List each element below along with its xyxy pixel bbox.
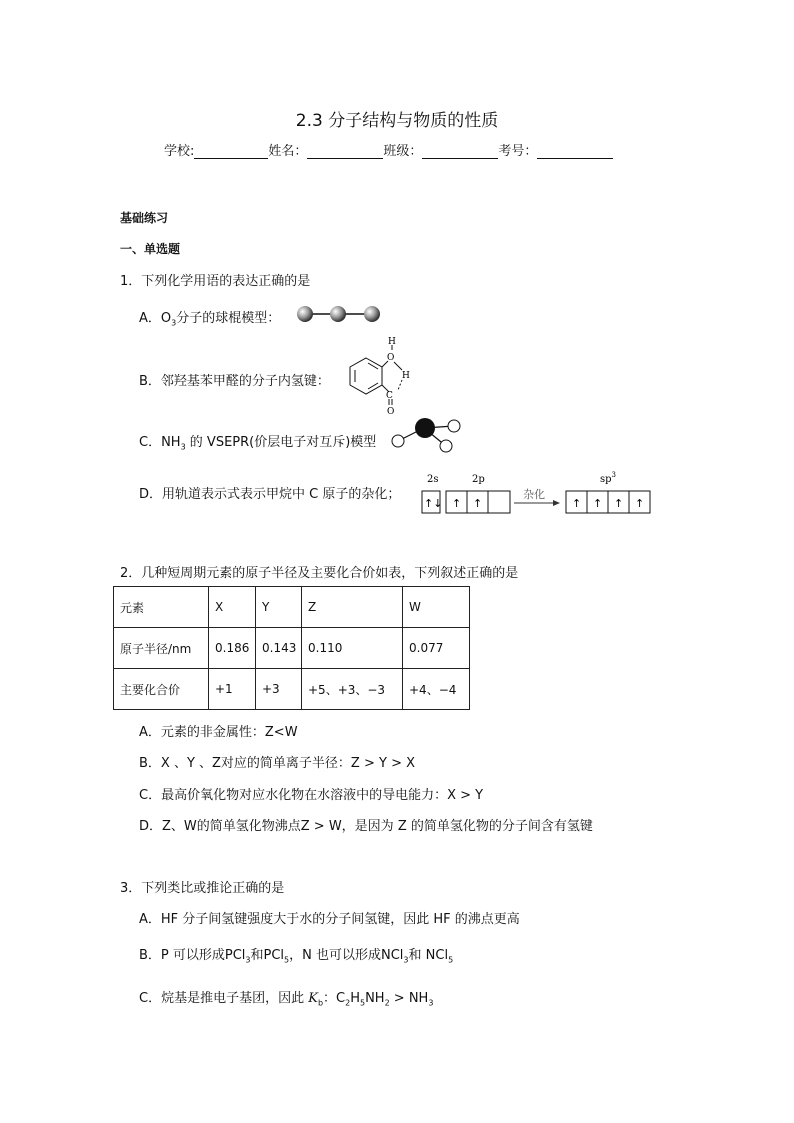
class-blank[interactable] <box>422 144 498 159</box>
school-blank[interactable] <box>194 144 268 159</box>
q1-option-d: D．用轨道表示式表示甲烷中 C 原子的杂化； <box>139 487 401 502</box>
salicylaldehyde-hbond-structure <box>344 336 424 416</box>
q3-option-a: A．HF 分子间氢键强度大于水的分子间氢键，因此 HF 的沸点更高 <box>139 912 520 927</box>
q3-c-text-3: H <box>350 991 360 1006</box>
label-2p: 2p <box>472 474 485 485</box>
section-basic: 基础练习 <box>120 211 169 225</box>
hydrogen-bond-dashed <box>398 380 402 390</box>
q3-c-sub-1: 2 <box>345 998 351 1008</box>
table-cell: 主要化合价 <box>114 669 209 710</box>
q3-b-sub-1: 3 <box>245 955 251 965</box>
q1-c-pre: C．NH <box>139 435 181 450</box>
table-cell: 原子半径/nm <box>114 628 209 669</box>
q3-c-text-1: C．烷基是推电子基团，因此 <box>139 991 309 1006</box>
q3-c-sub-3: 2 <box>384 998 390 1008</box>
orbital-2p-up-2: ↑ <box>473 497 483 510</box>
table-cell: 0.186 <box>209 628 256 669</box>
q1-a-pre: A．O <box>139 311 172 326</box>
table-cell: 0.077 <box>403 628 470 669</box>
table-cell: +5、+3、−3 <box>302 669 403 710</box>
class-label: 班级： <box>383 144 423 159</box>
hybridize-arrow-label: 杂化 <box>523 488 545 501</box>
q3-b-text-2: 和PCl <box>250 948 285 963</box>
orbital-2s-pair: ↑↓ <box>424 497 443 510</box>
o3-atom-1 <box>297 306 313 322</box>
q3-c-k-sub: b <box>317 998 324 1008</box>
q3-c-text-5: > NH <box>389 991 429 1006</box>
table-cell: X <box>209 587 256 628</box>
orbital-sp3-up-3: ↑ <box>614 497 624 510</box>
q1-a-sub: 3 <box>171 318 177 328</box>
section-single-choice: 一、单选题 <box>120 242 181 256</box>
label-2s: 2s <box>427 474 439 485</box>
q2-stem: 2．几种短周期元素的原子半径及主要化合价如表，下列叙述正确的是 <box>120 566 519 581</box>
q2-option-d: D．Z、W的简单氢化物沸点Z > W，是因为 Z 的简单氢化物的分子间含有氢键 <box>139 819 593 834</box>
q3-option-b <box>139 944 453 965</box>
o3-ball-stick-model <box>296 305 386 325</box>
orbital-sp3-up-4: ↑ <box>635 497 645 510</box>
atom-c: C <box>386 391 393 401</box>
school-label: 学校: <box>164 144 195 159</box>
nh3-vsepr-model <box>388 414 468 454</box>
table-cell: W <box>403 587 470 628</box>
q3-b-text-4: 和 NCl <box>408 948 449 963</box>
name-label: 姓名： <box>268 144 308 159</box>
table-cell: 元素 <box>114 587 209 628</box>
page-title: 2.3 分子结构与物质的性质 <box>295 111 499 131</box>
q3-b-sub-4: 5 <box>448 955 454 965</box>
table-row <box>114 669 470 710</box>
q2-option-c: C．最高价氧化物对应水化物在水溶液中的导电能力：X > Y <box>139 788 484 803</box>
element-data-table <box>113 586 470 710</box>
q3-option-c <box>139 987 433 1008</box>
exam-no-blank[interactable] <box>537 144 613 159</box>
nh3-h-atom-3 <box>392 435 404 447</box>
q3-b-text-1: B．P 可以形成PCl <box>139 948 246 963</box>
table-row <box>114 587 470 628</box>
q3-c-k: K <box>308 991 318 1006</box>
table-cell: 0.143 <box>256 628 302 669</box>
q1-a-post: 分子的球棍模型： <box>176 311 281 326</box>
q1-option-b: B．邻羟基苯甲醛的分子内氢键： <box>139 374 330 389</box>
nh3-h-atom-2 <box>440 440 452 452</box>
o3-atom-2 <box>330 306 346 322</box>
table-cell: 0.110 <box>302 628 403 669</box>
q1-stem: 1．下列化学用语的表达正确的是 <box>120 274 311 289</box>
nh3-h-atom-1 <box>448 420 460 432</box>
q1-option-a <box>139 307 280 328</box>
table-cell: +1 <box>209 669 256 710</box>
table-cell: Z <box>302 587 403 628</box>
o3-atom-3 <box>364 306 380 322</box>
atom-o2: O <box>387 407 395 417</box>
q2-option-a: A．元素的非金属性：Z<W <box>139 725 298 740</box>
nh3-n-atom <box>415 418 435 438</box>
carbon-hybridization-orbital-diagram <box>420 470 652 516</box>
orbital-sp3-up-2: ↑ <box>593 497 603 510</box>
table-cell: +3 <box>256 669 302 710</box>
atom-h2: H <box>402 371 410 381</box>
q1-c-post: 的 VSEPR(价层电子对互斥)模型 <box>185 435 377 450</box>
table-row <box>114 628 470 669</box>
student-info-line <box>164 140 613 159</box>
table-cell: +4、−4 <box>403 669 470 710</box>
q3-c-text-2: ：C <box>323 991 346 1006</box>
q1-option-c <box>139 431 376 452</box>
atom-h1: H <box>388 337 396 347</box>
q1-c-sub: 3 <box>180 442 186 452</box>
q3-c-sub-4: 3 <box>428 998 434 1008</box>
exam-no-label: 考号： <box>498 144 538 159</box>
orbital-2p-up-1: ↑ <box>452 497 462 510</box>
name-blank[interactable] <box>307 144 383 159</box>
q3-b-sub-2: 5 <box>284 955 290 965</box>
q3-b-sub-3: 3 <box>403 955 409 965</box>
label-sp3: $sp^3$ <box>600 471 617 485</box>
atom-o1: O <box>387 353 395 363</box>
orbital-sp3-up-1: ↑ <box>572 497 582 510</box>
q3-c-sub-2: 5 <box>359 998 366 1008</box>
q3-b-text-3: ，N 也可以形成NCl <box>289 948 404 963</box>
q3-c-text-4: NH <box>365 991 385 1006</box>
q2-option-b: B．X 、Y 、Z对应的简单离子半径：Z > Y > X <box>139 756 416 771</box>
q3-stem: 3．下列类比或推论正确的是 <box>120 881 285 896</box>
table-cell: Y <box>256 587 302 628</box>
